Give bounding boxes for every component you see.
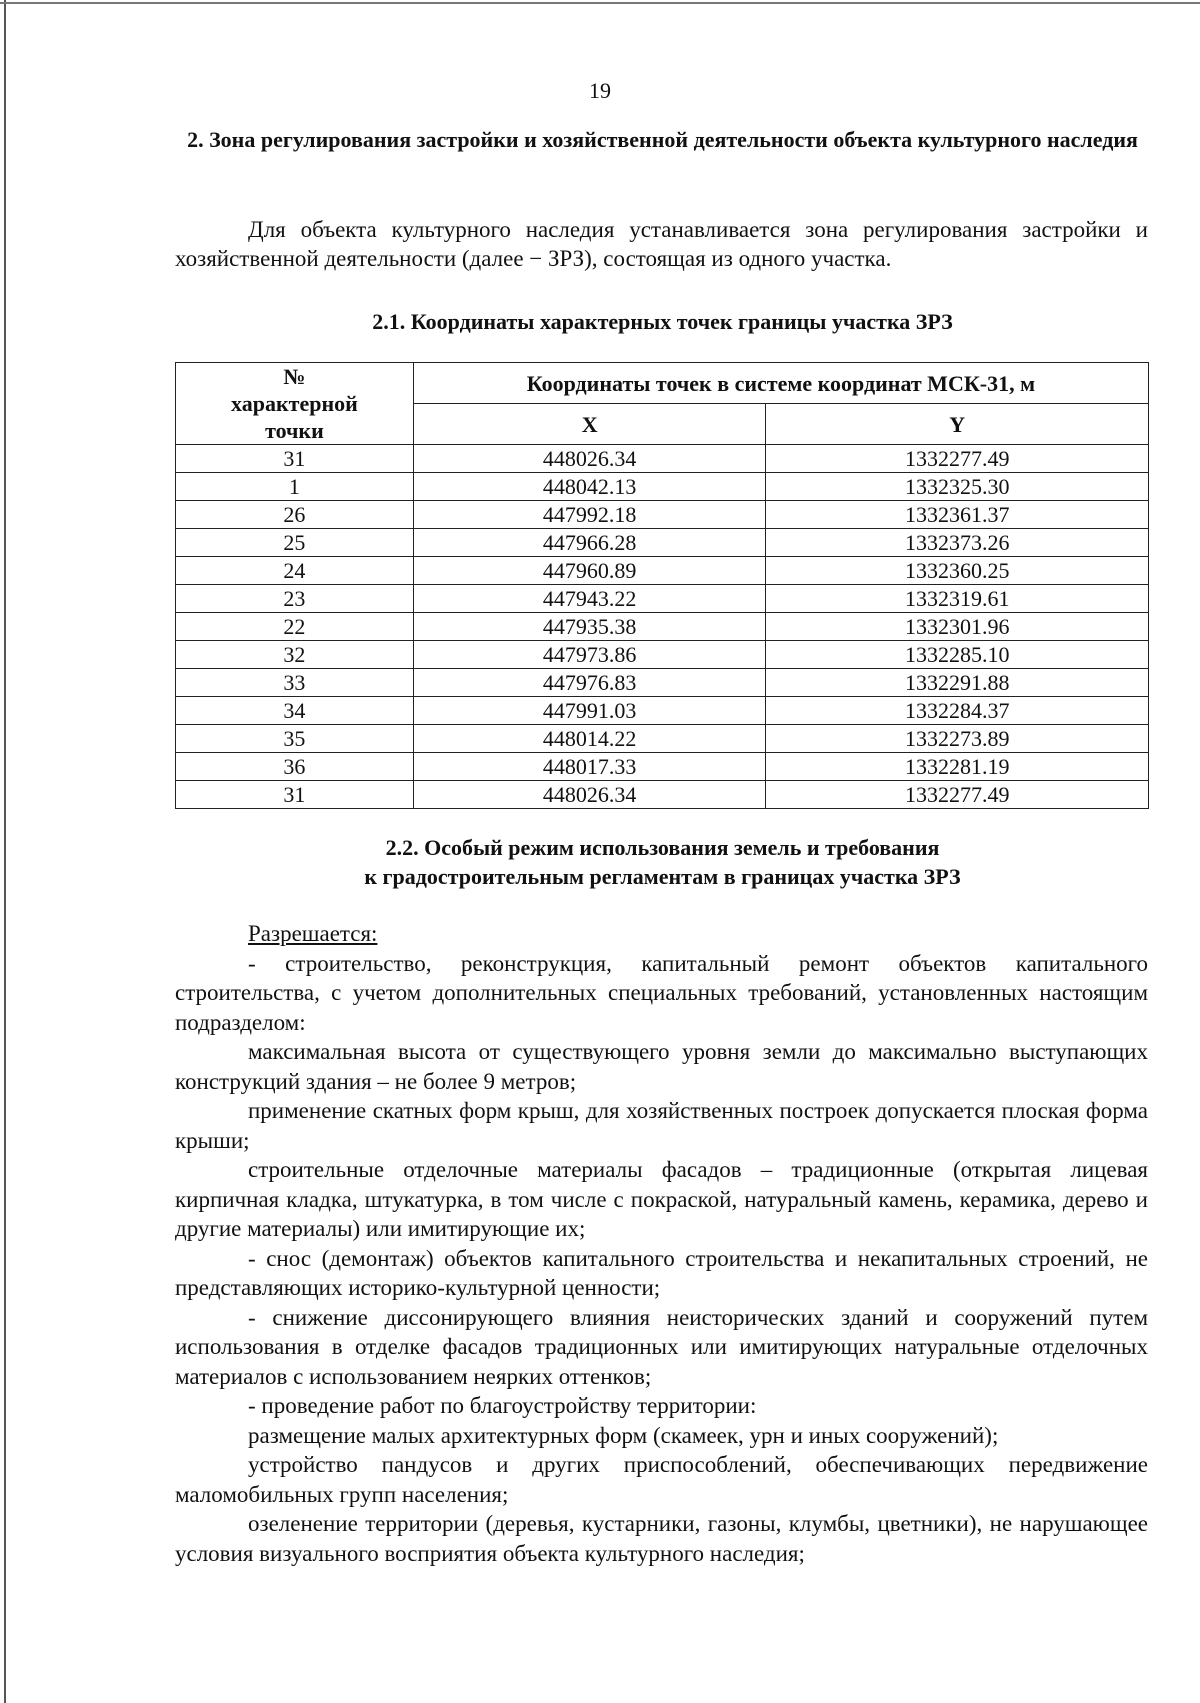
cell-x: 447935.38 [413,613,766,641]
regulations-text [175,919,1148,1568]
cell-point: 1 [176,473,414,501]
table-row [176,473,1149,501]
section-title: 2. Зона регулирования застройки и хозяйственной деятельности объекта культурного наследия [187,127,1138,152]
regulation-paragraph: - снижение диссонирующего влияния неисторических зданий и сооружений путем использования в отделке фасадов традиционных или имитирующих натуральные отделочных материалов с использованием неярких оттенков; [175,1304,1148,1389]
cell-point: 32 [176,641,414,669]
allowed-label-paragraph [175,919,1148,949]
cell-y: 1332360.25 [766,557,1149,585]
regulation-paragraph: - строительство, реконструкция, капитальный ремонт объектов капитального строительства, с учетом дополнительных специальных требований, установленных настоящим подразделом: [175,950,1148,1035]
cell-x: 447943.22 [413,585,766,613]
subsection-2-title-line1: 2.2. Особый режим использования земель и требования [385,835,940,860]
header-point-number-text: № характерной точки [231,364,358,443]
table-row [176,585,1149,613]
cell-y: 1332285.10 [766,641,1149,669]
header-point-number [176,363,414,445]
cell-x: 448017.33 [413,753,766,781]
cell-point: 24 [176,557,414,585]
cell-point: 36 [176,753,414,781]
cell-x: 447966.28 [413,529,766,557]
cell-point: 31 [176,445,414,473]
cell-point: 22 [176,613,414,641]
cell-x: 447991.03 [413,697,766,725]
cell-point: 34 [176,697,414,725]
table-row [176,501,1149,529]
table-row [176,697,1149,725]
cell-x: 448026.34 [413,445,766,473]
cell-y: 1332284.37 [766,697,1149,725]
cell-x: 447960.89 [413,557,766,585]
table-row [176,669,1149,697]
table-header-row [176,363,1149,404]
cell-y: 1332325.30 [766,473,1149,501]
table-row [176,557,1149,585]
page-number: 19 [589,78,611,103]
cell-point: 35 [176,725,414,753]
cell-point: 31 [176,781,414,809]
cell-y: 1332273.89 [766,725,1149,753]
regulation-paragraph: озеленение территории (деревья, кустарники, газоны, клумбы, цветники), не нарушающее условия визуального восприятия объекта культурного наследия; [175,1511,1148,1566]
header-coordinates: Координаты точек в системе координат МСК-31, м [413,363,1148,404]
table-row [176,725,1149,753]
regulation-paragraph: строительные отделочные материалы фасадов – традиционные (открытая лицевая кирпичная кладка, штукатурка, в том числе с покраской, натуральный камень, керамика, дерево и другие материалы) или имитирующие их; [175,1157,1148,1241]
cell-point: 23 [176,585,414,613]
table-row [176,529,1149,557]
table-row [176,781,1149,809]
allowed-label: Разрешается: [248,921,378,946]
scan-edge-top [0,2,1200,4]
intro-paragraph: Для объекта культурного наследия устанавливается зона регулирования застройки и хозяйственной деятельности (далее − ЗРЗ), состоящая из одного участка. [175,217,1148,271]
cell-y: 1332361.37 [766,501,1149,529]
coordinates-table [175,362,1149,809]
regulation-paragraph: применение скатных форм крыш, для хозяйственных построек допускается плоская форма крыши; [175,1098,1148,1153]
cell-x: 447976.83 [413,669,766,697]
table-row [176,641,1149,669]
cell-y: 1332277.49 [766,445,1149,473]
header-y: Y [766,404,1149,445]
cell-x: 448042.13 [413,473,766,501]
cell-y: 1332319.61 [766,585,1149,613]
cell-x: 447973.86 [413,641,766,669]
table-row [176,613,1149,641]
cell-x: 447992.18 [413,501,766,529]
table-row [176,445,1149,473]
cell-point: 25 [176,529,414,557]
regulation-paragraph: максимальная высота от существующего уровня земли до максимально выступающих конструкций здания – не более 9 метров; [175,1039,1148,1094]
subsection-2-title [175,833,1150,891]
cell-point: 26 [176,501,414,529]
cell-y: 1332277.49 [766,781,1149,809]
cell-y: 1332301.96 [766,613,1149,641]
regulations-list [175,949,1148,1569]
subsection-2-title-line2: к градостроительным регламентам в границах участка ЗРЗ [364,864,961,889]
cell-point: 33 [176,669,414,697]
regulation-paragraph: размещение малых архитектурных форм (скамеек, урн и иных сооружений); [248,1422,999,1448]
cell-y: 1332281.19 [766,753,1149,781]
header-x: X [413,404,766,445]
cell-x: 448026.34 [413,781,766,809]
cell-x: 448014.22 [413,725,766,753]
cell-y: 1332373.26 [766,529,1149,557]
subsection-1-title: 2.1. Координаты характерных точек границы участка ЗРЗ [372,309,953,334]
regulation-paragraph: устройство пандусов и других приспособлений, обеспечивающих передвижение маломобильных групп населения; [175,1452,1148,1507]
cell-y: 1332291.88 [766,669,1149,697]
regulation-paragraph: - проведение работ по благоустройству территории: [248,1393,757,1418]
coordinates-table-body [176,445,1149,809]
regulation-paragraph: - снос (демонтаж) объектов капитального строительства и некапитальных строений, не представляющих историко-культурной ценности; [175,1245,1148,1300]
table-row [176,753,1149,781]
scan-edge-left [4,0,6,1703]
